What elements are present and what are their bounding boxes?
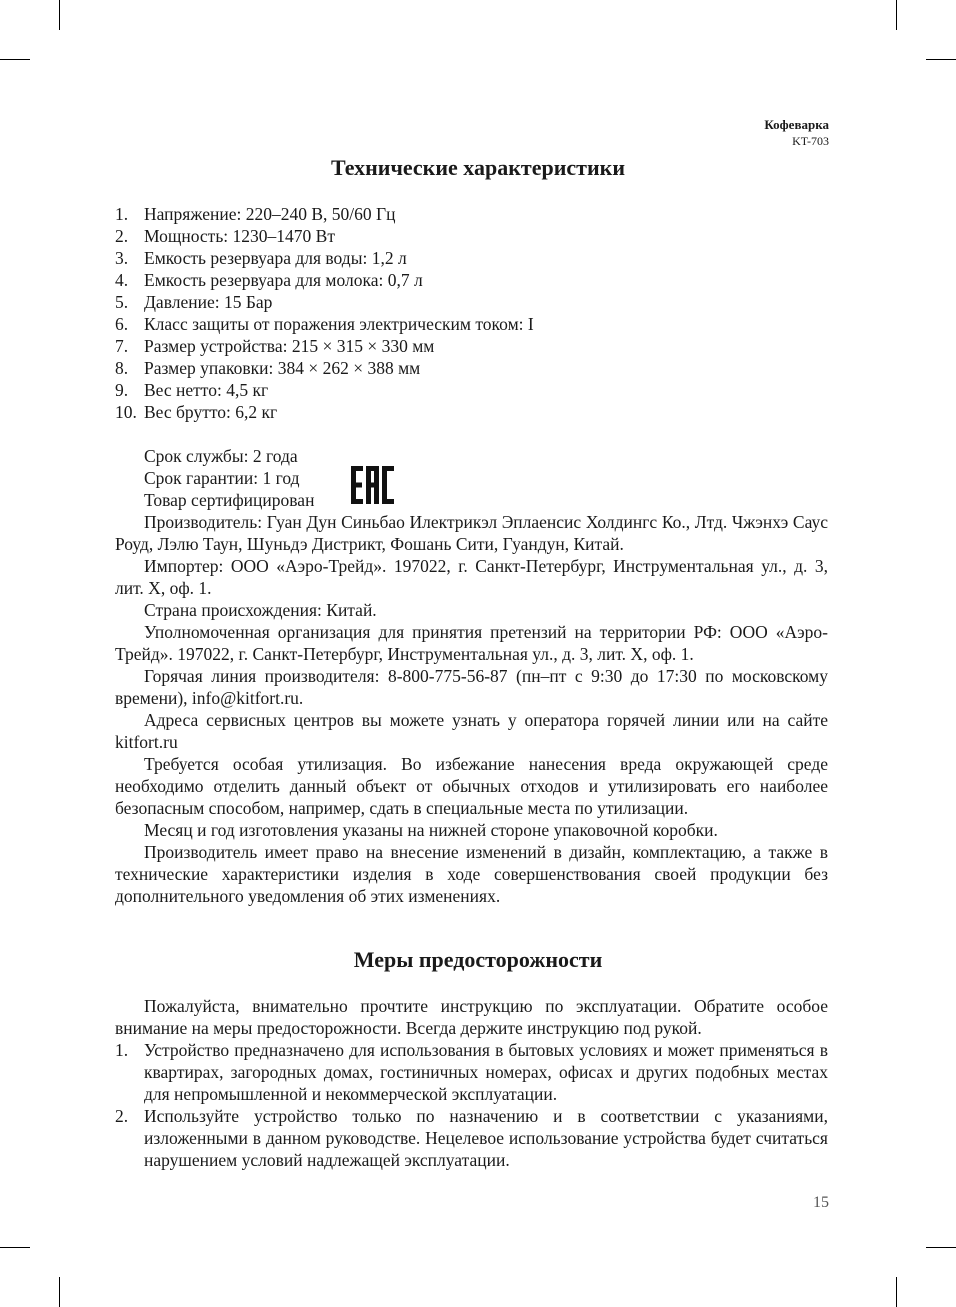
list-item	[115, 379, 534, 401]
crop-mark	[0, 59, 30, 60]
item-text: Мощность: 1230–1470 Вт	[144, 226, 335, 246]
item-number: 4.	[115, 270, 129, 290]
item-number: 1.	[115, 1040, 129, 1060]
service-life: Срок службы: 2 года	[144, 446, 298, 466]
item-number: 10.	[115, 402, 137, 422]
warranty: Срок гарантии: 1 год	[144, 468, 300, 488]
list-item	[115, 401, 534, 423]
list-item	[115, 269, 534, 291]
certification-block	[144, 445, 314, 511]
crop-mark	[59, 1277, 60, 1307]
paragraph-disposal: Требуется особая утилизация. Во избежание нанесения вреда окружающей среде необходимо отделить данный объект от обычных отходов и утилизировать его наиболее безопасным способом, например, сдать в специальные места по утилизации.	[115, 754, 828, 818]
item-text: Вес брутто: 6,2 кг	[144, 402, 278, 422]
info-paragraphs	[115, 511, 828, 907]
item-text: Класс защиты от поражения электрическим током: I	[144, 314, 534, 334]
list-item	[115, 225, 534, 247]
crop-mark	[59, 0, 60, 30]
item-text: Емкость резервуара для молока: 0,7 л	[144, 270, 423, 290]
paragraph-claims: Уполномоченная организация для принятия претензий на территории РФ: ООО «Аэро-Трейд». 197022, г. Санкт-Петербург, Инструментальная ул., д. 3, лит. Х, оф. 1.	[115, 622, 828, 664]
list-item	[115, 313, 534, 335]
list-item	[115, 335, 534, 357]
precautions-list	[115, 1039, 828, 1171]
paragraph-manufacture-date: Месяц и год изготовления указаны на нижней стороне упаковочной коробки.	[144, 820, 718, 840]
item-text: Вес нетто: 4,5 кг	[144, 380, 269, 400]
item-number: 9.	[115, 380, 129, 400]
list-item	[115, 203, 534, 225]
paragraph-hotline: Горячая линия производителя: 8-800-775-56-87 (пн–пт с 9:30 до 17:30 по московскому времени), info@kitfort.ru.	[115, 666, 828, 708]
list-item	[115, 291, 534, 313]
item-text: Размер устройства: 215 × 315 × 330 мм	[144, 336, 435, 356]
header-model: KT-703	[792, 134, 829, 148]
paragraph-importer: Импортер: ООО «Аэро-Трейд». 197022, г. Санкт-Петербург, Инструментальная ул., д. 3, лит. Х, оф. 1.	[115, 556, 828, 598]
paragraph-origin: Страна происхождения: Китай.	[144, 600, 377, 620]
crop-mark	[896, 0, 897, 30]
section-title-precautions: Меры предосторожности	[353, 947, 603, 972]
paragraph-intro: Пожалуйста, внимательно прочтите инструкцию по эксплуатации. Обратите особое внимание на меры предосторожности. Всегда держите инструкцию под рукой.	[115, 996, 828, 1038]
certified: Товар сертифицирован	[144, 490, 315, 510]
item-number: 2.	[115, 1106, 129, 1126]
list-item	[115, 247, 534, 269]
paragraph-service-centers: Адреса сервисных центров вы можете узнать у оператора горячей линии или на сайте kitfort.ru	[115, 710, 828, 752]
crop-mark	[926, 59, 956, 60]
running-header	[764, 116, 829, 150]
page-number: 15	[813, 1194, 829, 1211]
eac-mark-icon	[351, 466, 395, 506]
header-product: Кофеварка	[764, 117, 829, 132]
item-number: 2.	[115, 226, 129, 246]
crop-mark	[926, 1247, 956, 1248]
list-item	[115, 357, 534, 379]
item-text: Размер упаковки: 384 × 262 × 388 мм	[144, 358, 421, 378]
item-text: Устройство предназначено для использования в бытовых условиях и может применяться в квартирах, загородных домах, гостиничных номерах, офисах и других подобных местах для непромышленной и некоммерческой эксплуатации.	[144, 1040, 828, 1104]
item-number: 7.	[115, 336, 129, 356]
crop-mark	[896, 1277, 897, 1307]
specs-list	[115, 203, 534, 423]
precautions-intro	[115, 995, 828, 1039]
item-number: 1.	[115, 204, 129, 224]
list-item	[115, 1105, 828, 1171]
list-item	[115, 1039, 828, 1105]
section-title-specs: Технические характеристики	[330, 155, 626, 180]
item-text: Используйте устройство только по назначению и в соответствии с указаниями, изложенными в данном руководстве. Нецелевое использование устройства будет считаться нарушением условий надлежащей эксплуатации.	[144, 1106, 828, 1170]
paragraph-manufacturer: Производитель: Гуан Дун Синьбао Илектрикэл Эплаенсис Холдингс Ко., Лтд. Чжэнхэ Саус Роуд, Лэлю Таун, Шуньдэ Дистрикт, Фошань Сити, Гуандун, Китай.	[115, 512, 828, 554]
paragraph-changes: Производитель имеет право на внесение изменений в дизайн, комплектацию, а также в технические характеристики изделия в ходе совершенствования своей продукции без дополнительного уведомления об этих изменениях.	[115, 842, 828, 906]
item-number: 6.	[115, 314, 129, 334]
item-text: Давление: 15 Бар	[144, 292, 273, 312]
item-number: 3.	[115, 248, 129, 268]
item-number: 8.	[115, 358, 129, 378]
item-text: Емкость резервуара для воды: 1,2 л	[144, 248, 407, 268]
crop-mark	[0, 1247, 30, 1248]
item-number: 5.	[115, 292, 129, 312]
item-text: Напряжение: 220–240 В, 50/60 Гц	[144, 204, 396, 224]
